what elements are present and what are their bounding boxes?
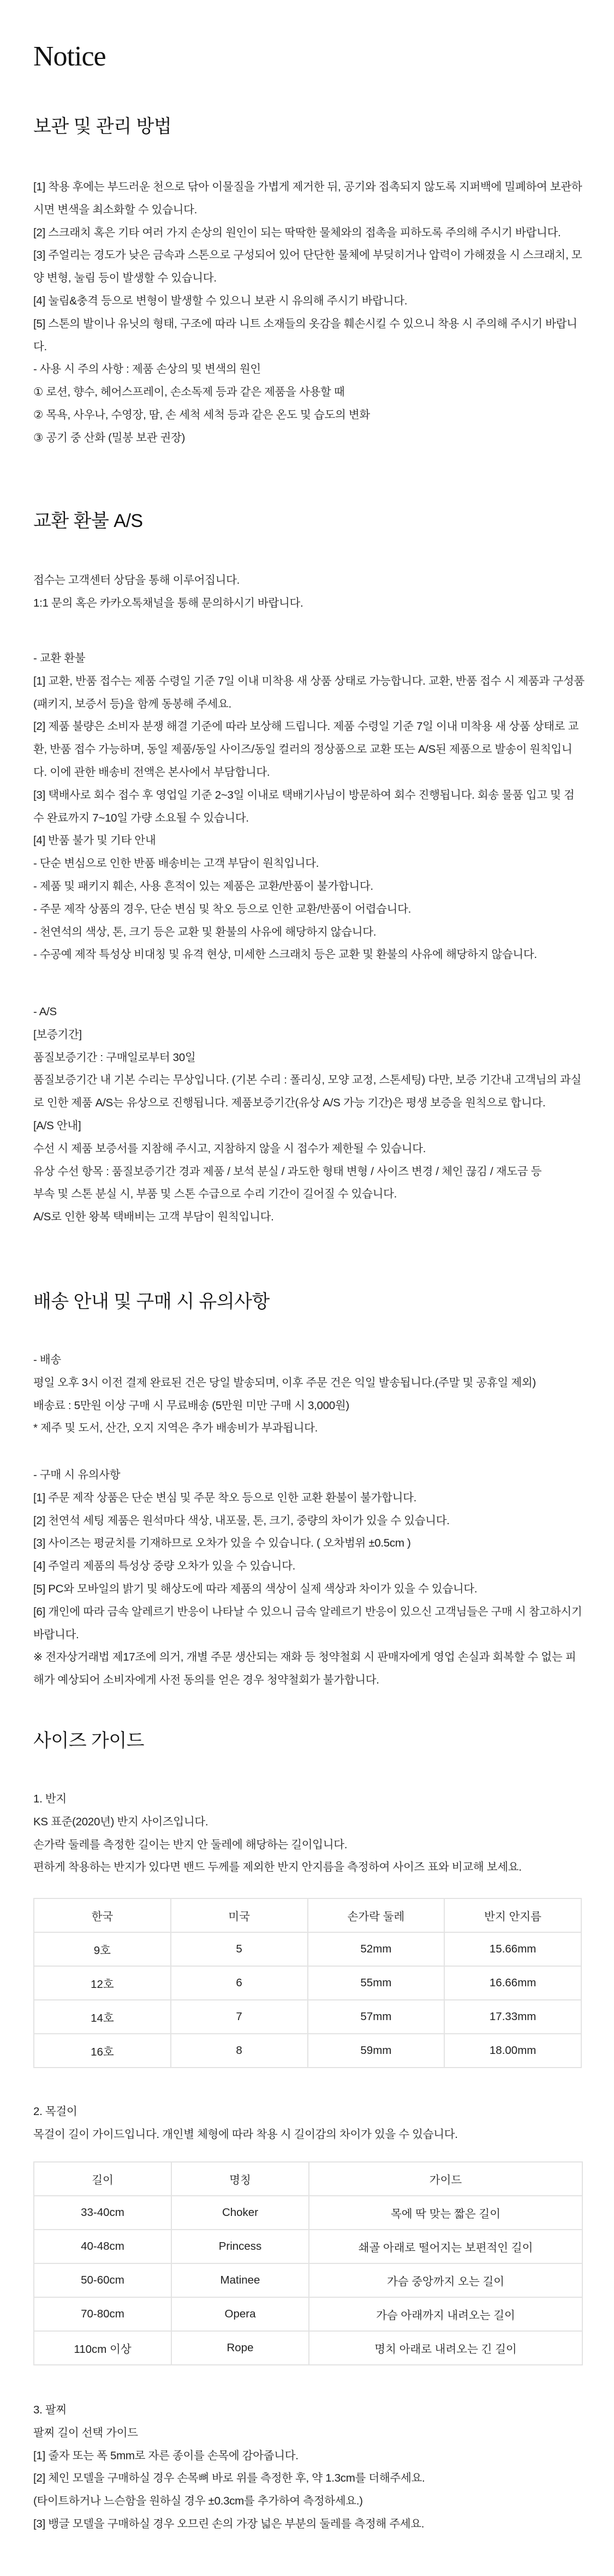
- text-line: - 천연석의 색상, 톤, 크기 등은 교환 및 환불의 사유에 해당하지 않습니다.: [33, 925, 377, 938]
- table-cell: 59mm: [308, 2034, 445, 2068]
- text-line: ① 로션, 향수, 헤어스프레이, 손소독제 등과 같은 제품을 사용할 때: [33, 386, 345, 399]
- text-line: [4] 반품 불가 및 기타 안내: [33, 834, 156, 847]
- table-cell: 가슴 아래까지 내려오는 길이: [309, 2297, 582, 2331]
- table-cell: Rope: [171, 2331, 309, 2365]
- text-line: [A/S 안내]: [33, 1119, 81, 1132]
- table-cell: 6: [171, 1966, 308, 2000]
- text-line: [1] 교환, 반품 접수는 제품 수령일 기준 7일 이내 미착용 새 상품 상태로 가능합니다. 교환, 반품 접수 시 제품과 구성품(패키지, 보증서 등)을 함께 동봉해 주세요.: [33, 674, 585, 710]
- care-text: [33, 176, 585, 450]
- text-line: [2] 제품 불량은 소비자 분쟁 해결 기준에 따라 보상해 드립니다. 제품 수령일 기준 7일 이내 미착용 새 상품 상태로 교환, 반품 접수 가능하며, 동일 제품/동일 사이즈/동일 컬러의 정상품으로 교환 또는 A/S된 제품으로 발송이 원칙입니다. 이에 관한 배송비 전액은 본사에서 부담합니다.: [33, 720, 579, 778]
- table-cell: 8: [171, 2034, 308, 2068]
- text-line: [3] 택배사로 회수 접수 후 영업일 기준 2~3일 이내로 택배기사님이 방문하여 회수 진행됩니다. 회송 물품 입고 및 검수 완료까지 7~10일 가량 소요될 수 있습니다.: [33, 788, 575, 824]
- text-line: - 배송: [33, 1353, 61, 1366]
- text-line: 배송료 : 5만원 이상 구매 시 무료배송 (5만원 미만 구매 시 3,000원): [33, 1399, 349, 1412]
- table-cell: 16호: [34, 2034, 171, 2068]
- table-cell: 14호: [34, 2000, 171, 2034]
- table-header-cell: 미국: [171, 1898, 308, 1932]
- exchange-heading: 교환 환불 A/S: [33, 511, 143, 531]
- text-line: 부속 및 스톤 분실 시, 부품 및 스톤 수급으로 수리 기간이 길어질 수 있습니다.: [33, 1188, 397, 1201]
- text-line: A/S로 인한 왕복 택배비는 고객 부담이 원칙입니다.: [33, 1211, 274, 1224]
- table-row: [34, 2263, 582, 2297]
- table-row: [34, 2230, 582, 2263]
- text-line: [5] 스톤의 발이나 유닛의 형태, 구조에 따라 니트 소재들의 옷감을 훼손시킬 수 있으니 착용 시 주의해 주시기 바랍니다.: [33, 317, 577, 353]
- table-cell: 5: [171, 1932, 308, 1966]
- text-line: - 사용 시 주의 사항 : 제품 손상의 및 변색의 원인: [33, 363, 261, 376]
- text-line: [6] 개인에 따라 금속 알레르기 반응이 나타날 수 있으니 금속 알레르기 반응이 있으신 고객님들은 구매 시 참고하시기 바랍니다.: [33, 1605, 582, 1641]
- text-line: - 단순 변심으로 인한 반품 배송비는 고객 부담이 원칙입니다.: [33, 857, 319, 870]
- table-cell: 가슴 중앙까지 오는 길이: [309, 2263, 582, 2297]
- text-line: 편하게 착용하는 반지가 있다면 밴드 두께를 제외한 반지 안지름을 측정하여 사이즈 표와 비교해 보세요.: [33, 1861, 522, 1874]
- text-line: ③ 공기 중 산화 (밀봉 보관 권장): [33, 431, 186, 444]
- text-line: [2] 천연석 세팅 제품은 원석마다 색상, 내포물, 톤, 크기, 중량의 차이가 있을 수 있습니다.: [33, 1514, 450, 1527]
- text-line: [보증기간]: [33, 1028, 82, 1041]
- shipping-heading: 배송 안내 및 구매 시 유의사항: [33, 1291, 270, 1312]
- table-row: [34, 1932, 581, 1966]
- text-line: 접수는 고객센터 상담을 통해 이루어집니다.: [33, 574, 240, 586]
- size-guide-heading: 사이즈 가이드: [33, 1730, 145, 1751]
- table-cell: 55mm: [308, 1966, 445, 2000]
- table-cell: 명치 아래로 내려오는 긴 길이: [309, 2331, 582, 2365]
- text-line: [3] 주얼리는 경도가 낮은 금속과 스톤으로 구성되어 있어 단단한 물체에 부딪히거나 압력이 가해졌을 시 스크래치, 모양 변형, 눌림 등이 발생할 수 있습니다.: [33, 249, 582, 285]
- table-header-cell: 명칭: [171, 2162, 309, 2196]
- text-line: - 제품 및 패키지 훼손, 사용 흔적이 있는 제품은 교환/반품이 불가합니다.: [33, 879, 373, 892]
- text-line: 2. 목걸이: [33, 2105, 78, 2118]
- text-line: 수선 시 제품 보증서를 지참해 주시고, 지참하지 않을 시 접수가 제한될 수 있습니다.: [33, 1142, 426, 1155]
- text-line: - 구매 시 유의사항: [33, 1469, 121, 1481]
- table-header-cell: 손가락 둘레: [308, 1898, 445, 1932]
- text-line: - 교환 환불: [33, 652, 86, 664]
- text-line: [2] 스크래치 혹은 기타 여러 가지 손상의 원인이 되는 딱딱한 물체와의 접촉을 피하도록 주의해 주시기 바랍니다.: [33, 226, 561, 239]
- text-line: - 주문 제작 상품의 경우, 단순 변심 및 착오 등으로 인한 교환/반품이 어렵습니다.: [33, 902, 412, 915]
- text-line: - A/S: [33, 1005, 57, 1018]
- text-line: [5] PC와 모바일의 밝기 및 해상도에 따라 제품의 색상이 실제 색상과 차이가 있을 수 있습니다.: [33, 1582, 478, 1595]
- table-cell: 목에 딱 맞는 짧은 길이: [309, 2196, 582, 2230]
- table-cell: 70-80cm: [34, 2297, 171, 2331]
- text-line: 목걸이 길이 가이드입니다. 개인별 체형에 따라 착용 시 길이감의 차이가 있을 수 있습니다.: [33, 2128, 458, 2141]
- table-cell: 12호: [34, 1966, 171, 2000]
- text-line: [2] 체인 모델을 구매하실 경우 손목뼈 바로 위를 측정한 후, 약 1.3cm를 더해주세요.: [33, 2472, 425, 2485]
- table-cell: 15.66mm: [444, 1932, 581, 1966]
- text-line: ※ 전자상거래법 제17조에 의거, 개별 주문 생산되는 재화 등 청약철회 시 판매자에게 영업 손실과 회복할 수 없는 피해가 예상되어 소비자에게 사전 동의를 얻은 경우 청약철회가 불가합니다.: [33, 1651, 576, 1687]
- cautions-text: [33, 1464, 585, 1692]
- table-cell: Matinee: [171, 2263, 309, 2297]
- text-line: 유상 수선 항목 : 품질보증기간 경과 제품 / 보석 분실 / 과도한 형태 변형 / 사이즈 변경 / 체인 끊김 / 재도금 등: [33, 1165, 542, 1178]
- text-line: 1. 반지: [33, 1793, 67, 1805]
- table-cell: 40-48cm: [34, 2230, 171, 2263]
- page-title: Notice: [33, 41, 106, 72]
- table-cell: 57mm: [308, 2000, 445, 2034]
- table-cell: Opera: [171, 2297, 309, 2331]
- text-line: 품질보증기간 내 기본 수리는 무상입니다. (기본 수리 : 폴리싱, 모양 교정, 스톤세팅) 다만, 보증 기간내 고객님의 과실로 인한 제품 A/S는 유상으로 진행됩니다. 제품보증기간(유상 A/S 가능 기간)은 평생 보증을 원칙으로 합니다.: [33, 1074, 581, 1110]
- table-row: [34, 2000, 581, 2034]
- table-cell: 16.66mm: [444, 1966, 581, 2000]
- table-header-row: [34, 1898, 581, 1932]
- text-line: (타이트하거나 느슨함을 원하실 경우 ±0.3cm를 추가하여 측정하세요.): [33, 2495, 363, 2508]
- table-row: [34, 2331, 582, 2365]
- table-row: [34, 1966, 581, 2000]
- table-cell: 33-40cm: [34, 2196, 171, 2230]
- table-cell: 52mm: [308, 1932, 445, 1966]
- ring-text: [33, 1788, 585, 1879]
- refund-text: [33, 647, 585, 966]
- necklace-table-wrap: [33, 2161, 585, 2365]
- text-line: 평일 오후 3시 이전 결제 완료된 건은 당일 발송되며, 이후 주문 건은 익일 발송됩니다.(주말 및 공휴일 제외): [33, 1376, 536, 1389]
- ring-size-table-wrap: [33, 1898, 585, 2068]
- table-cell: 7: [171, 2000, 308, 2034]
- table-cell: 50-60cm: [34, 2263, 171, 2297]
- text-line: 3. 팔찌: [33, 2404, 67, 2416]
- text-line: [4] 주얼리 제품의 특성상 중량 오차가 있을 수 있습니다.: [33, 1560, 296, 1573]
- text-line: * 제주 및 도서, 산간, 오지 지역은 추가 배송비가 부과됩니다.: [33, 1422, 318, 1435]
- table-cell: 18.00mm: [444, 2034, 581, 2068]
- table-cell: Princess: [171, 2230, 309, 2263]
- table-cell: 17.33mm: [444, 2000, 581, 2034]
- table-cell: 110cm 이상: [34, 2331, 171, 2365]
- table-header-cell: 반지 안지름: [444, 1898, 581, 1932]
- text-line: [1] 착용 후에는 부드러운 천으로 닦아 이물질을 가볍게 제거한 뒤, 공기와 접촉되지 않도록 지퍼백에 밀폐하여 보관하시면 변색을 최소화할 수 있습니다.: [33, 181, 582, 216]
- table-cell: 쇄골 아래로 떨어지는 보편적인 길이: [309, 2230, 582, 2263]
- text-line: 품질보증기간 : 구매일로부터 30일: [33, 1051, 196, 1064]
- text-line: [3] 뱅글 모델을 구매하실 경우 오므린 손의 가장 넓은 부분의 둘레를 측정해 주세요.: [33, 2517, 425, 2530]
- text-line: 팔찌 길이 선택 가이드: [33, 2426, 138, 2439]
- table-row: [34, 2034, 581, 2068]
- table-header-cell: 한국: [34, 1898, 171, 1932]
- necklace-length-table: [33, 2161, 583, 2365]
- table-header-cell: 길이: [34, 2162, 171, 2196]
- text-line: [4] 눌림&충격 등으로 변형이 발생할 수 있으니 보관 시 유의해 주시기 바랍니다.: [33, 294, 408, 307]
- necklace-text: [33, 2100, 585, 2146]
- text-line: - 수공예 제작 특성상 비대칭 및 유격 현상, 미세한 스크래치 등은 교환 및 환불의 사유에 해당하지 않습니다.: [33, 948, 537, 961]
- table-header-row: [34, 2162, 582, 2196]
- ring-size-table: [33, 1898, 582, 2068]
- text-line: [1] 줄자 또는 폭 5mm로 자른 종이를 손목에 감아줍니다.: [33, 2449, 299, 2462]
- text-line: KS 표준(2020년) 반지 사이즈입니다.: [33, 1815, 208, 1828]
- text-line: [1] 주문 제작 상품은 단순 변심 및 주문 착오 등으로 인한 교환 환불이 불가합니다.: [33, 1491, 417, 1504]
- bracelet-text: [33, 2399, 585, 2536]
- table-cell: Choker: [171, 2196, 309, 2230]
- table-header-cell: 가이드: [309, 2162, 582, 2196]
- text-line: 1:1 문의 혹은 카카오톡채널을 통해 문의하시기 바랍니다.: [33, 596, 303, 609]
- text-line: [3] 사이즈는 평균치를 기재하므로 오차가 있을 수 있습니다. ( 오차범위 ±0.5cm ): [33, 1537, 411, 1550]
- text-line: 손가락 둘레를 측정한 길이는 반지 안 둘레에 해당하는 길이입니다.: [33, 1838, 348, 1851]
- table-cell: 9호: [34, 1932, 171, 1966]
- delivery-text: [33, 1349, 585, 1440]
- exchange-intro: [33, 569, 585, 615]
- table-row: [34, 2297, 582, 2331]
- as-text: [33, 1001, 585, 1229]
- table-row: [34, 2196, 582, 2230]
- care-heading: 보관 및 관리 방법: [33, 116, 172, 137]
- text-line: ② 목욕, 사우나, 수영장, 땀, 손 세척 세척 등과 같은 온도 및 습도의 변화: [33, 408, 370, 421]
